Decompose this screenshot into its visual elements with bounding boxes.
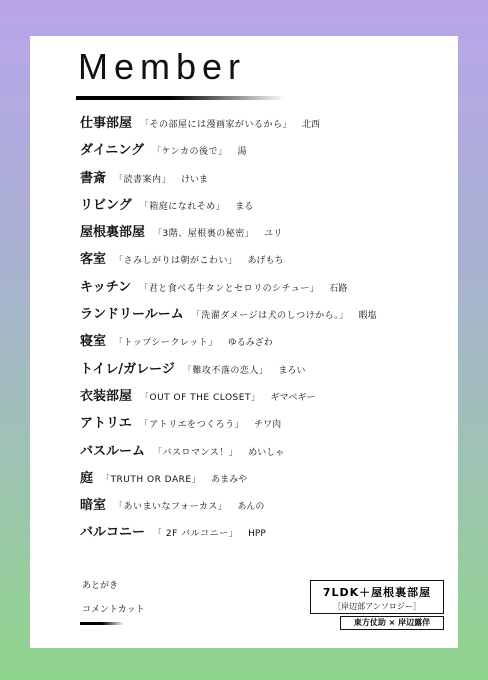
member-work: 「ケンカの後で」 (151, 147, 228, 158)
member-author: けいま (181, 174, 209, 185)
member-work: 「洗濯ダメージは犬のしつけから。」 (191, 311, 349, 322)
anthology-subtitle: ［岸辺部アンソロジー］ (333, 602, 421, 611)
member-work: 「その部屋には漫画家がいるから」 (140, 120, 293, 130)
member-room: バスルーム (80, 443, 146, 459)
member-room: リビング (80, 197, 132, 213)
member-row (80, 358, 448, 385)
member-author: めいしゃ (248, 447, 285, 458)
member-row (80, 221, 448, 248)
member-author: HPP (248, 529, 266, 540)
member-row (80, 112, 448, 139)
member-row (80, 167, 448, 194)
member-row (80, 440, 448, 467)
member-room: ダイニング (80, 143, 144, 159)
member-room: アトリエ (80, 416, 132, 432)
member-author: ユリ (264, 229, 283, 240)
member-row (80, 248, 448, 275)
member-room: キッチン (80, 279, 132, 295)
member-author: あんの (237, 502, 265, 513)
member-room: トイレ/ガレージ (80, 361, 175, 377)
extras-underline (80, 622, 124, 625)
anthology-title: 7LDK＋屋根裏部屋 (322, 586, 432, 599)
member-author: チワ肉 (254, 420, 282, 431)
member-author: あまみや (211, 474, 248, 485)
member-author: まろい (278, 365, 306, 376)
member-work: 「君と食べる牛タンとセロリのシチュー」 (139, 283, 320, 294)
member-work: 「読書案内」 (114, 174, 172, 185)
member-row (80, 276, 448, 303)
member-author: 湯 (237, 147, 247, 158)
member-work: 「3階、屋根裏の秘密」 (153, 229, 255, 240)
member-work: 「アトリエをつくろう」 (139, 420, 245, 431)
member-work: 「箱庭になれそめ」 (139, 201, 226, 212)
member-work: 「トップシークレット」 (114, 338, 218, 349)
member-author: 暇塩 (358, 311, 377, 322)
member-row (80, 194, 448, 221)
member-card (30, 36, 458, 648)
anthology-title-box (310, 580, 444, 614)
comment-cut-label: コメントカット (82, 605, 145, 615)
member-work: 「バスロマンス！」 (153, 447, 239, 458)
pairing-box: 東方仗助 × 岸辺露伴 (340, 616, 444, 630)
member-author: ゆるみざわ (227, 338, 273, 349)
member-author: ギマベギー (270, 392, 316, 403)
member-work: 「 2F バルコニー」 (153, 529, 239, 540)
member-row (80, 303, 448, 330)
member-row (80, 412, 448, 439)
member-room: 庭 (80, 470, 94, 486)
member-row (80, 139, 448, 166)
member-room: バルコニー (80, 525, 146, 541)
member-room: 客室 (80, 252, 107, 268)
member-row (80, 521, 448, 548)
member-row (80, 330, 448, 357)
member-room: ランドリールーム (80, 307, 184, 323)
member-room: 屋根裏部屋 (80, 225, 146, 241)
member-room: 暗室 (80, 498, 107, 514)
member-author: 石路 (329, 283, 348, 294)
page-title: Member (78, 46, 247, 87)
member-list (80, 112, 448, 549)
title-underline (76, 96, 286, 100)
member-row (80, 467, 448, 494)
member-work: 「さみしがりは朝がこわい」 (114, 256, 238, 267)
member-work: 「難攻不落の恋人」 (182, 365, 269, 376)
member-row (80, 385, 448, 412)
extras (82, 578, 145, 626)
member-room: 衣装部屋 (80, 388, 133, 404)
member-work: 「あいまいなフォーカス」 (114, 502, 228, 513)
member-room: 仕事部屋 (80, 116, 133, 131)
member-work: 「TRUTH OR DARE」 (101, 474, 202, 485)
afterword-label: あとがき (82, 581, 119, 591)
member-author: 北西 (302, 120, 321, 130)
member-room: 寝室 (80, 334, 107, 350)
member-room: 書斎 (80, 170, 107, 186)
member-work: 「OUT OF THE CLOSET」 (140, 392, 261, 403)
member-author: あげもち (247, 256, 284, 267)
member-author: まる (235, 201, 254, 212)
member-row (80, 494, 448, 521)
